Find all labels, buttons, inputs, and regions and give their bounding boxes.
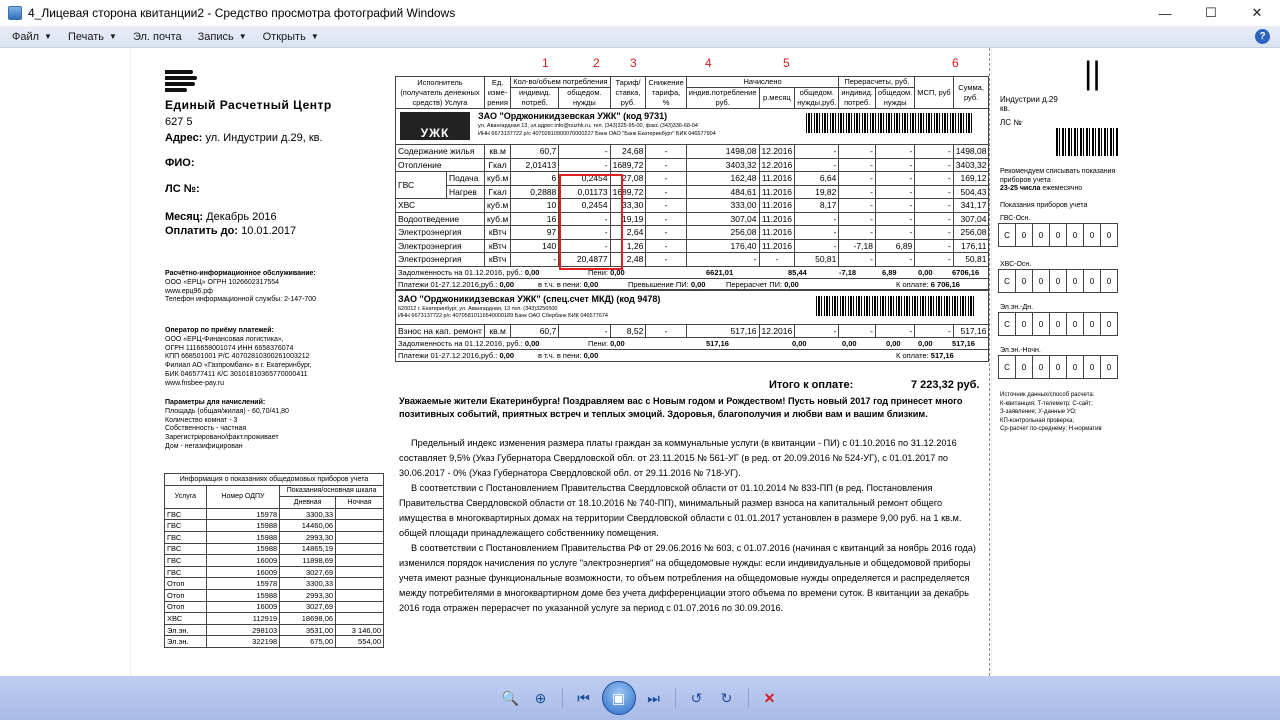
odpu-row: Отоп 15988 2993,30 <box>165 589 384 601</box>
org2-name: ЗАО "Орджоникидзевская УЖК" (спец.счет МКД) (код 9478) <box>398 294 661 304</box>
odpu-row: Отоп 16009 3027,69 <box>165 601 384 613</box>
zoom-icon[interactable]: 🔍 <box>501 689 520 706</box>
meter-gvs[interactable]: С 0 0 0 0 0 0 <box>998 223 1118 247</box>
fio-label: ФИО: <box>165 157 195 169</box>
menu-email[interactable]: Эл. почта <box>132 30 182 43</box>
next-button[interactable]: ⏭ <box>647 689 660 706</box>
close-button[interactable]: ✕ <box>1251 5 1263 20</box>
info-block: Расчётно-информационное обслуживание: ООО «ЕРЦ» ОГРН 1026602317554 www.epц96.рф Телефон информационной службы: 2-147-700 <box>165 270 317 304</box>
strip-address: Индустрии д.29 кв. <box>1000 95 1058 113</box>
capital-repair-row: Взнос на кап. ремонт кв.м 60,7 - 8,52 - 517,16 12.2016 - - - - 517,16 <box>396 324 989 338</box>
erc-logo <box>165 70 197 96</box>
charge-row: ХВС куб.м 10 0,2454 33,30 - 333,00 11.2016 8,17 - - - 341,17 <box>396 199 989 213</box>
meter-el-night[interactable]: С 0 0 0 0 0 0 <box>998 355 1118 379</box>
odpu-row: Эл.эн. 322198 675,00 554,00 <box>165 636 384 648</box>
barcode-1 <box>806 113 974 133</box>
greeting: Уважаемые жители Екатеринбурга! Поздравляем вас с Новым годом и Рождеством! Пусть новый 2017 год принесет много позитивных событий, приятных встреч и теплых эмоций. Здоровья, благополучия и любви вам и вашим близким. <box>399 396 963 419</box>
menu-file[interactable]: Файл ▼ <box>12 30 52 43</box>
month: Декабрь 2016 <box>206 211 277 223</box>
corner-mark: || <box>1084 55 1101 91</box>
operator-block: Оператор по приёму платежей: ООО «ЕРЦ-Финансовая логистика», ОГРН 1116658001074 ИНН 6658376074 КПП 668501001 Р/С 40702810300261003212 Филиал АО «Газпромбанк» в г. Екатеринбург, БИК 046577411 К/С 30101810365770000411 www.fnsbee-pay.ru <box>165 327 312 387</box>
col-num-5: 5 <box>783 56 790 70</box>
pay-until: 10.01.2017 <box>241 225 297 237</box>
chevron-down-icon: ▼ <box>310 32 319 41</box>
col-num-6: 6 <box>952 56 959 70</box>
total-label: Итого к оплате: <box>769 379 854 391</box>
delete-icon[interactable]: ✕ <box>763 689 776 706</box>
menu-burn[interactable]: Запись ▼ <box>197 30 247 43</box>
charge-row: ГВС Подача куб.м 6 0,2454 27,08 - 162,48 11.2016 6,64 - - - 169,12 <box>396 172 989 186</box>
charges-table: Исполнитель (получатель денежных средств) Услуга Ед. изме-рения Кол-во/объем потребления Тариф/ ставка, руб. Снижение тарифа, % Начислено Перерасчеты, руб. МСП, руб Сумма, руб. индивид. потреб. общедом. нужды индив.потребление руб. р.месяц общедом. нужды,руб. индивид. потреб. общедом. нужды УЖК ЗАО "Орджоникидзевская УЖК" (код 9731) ул. Авангардная 13, эл.адрес:info@ouzhk.ru, тел. (343)325-95-00, факс (343)336-68-04 ИНН 6673137722 р/с 40702810900070000227 Банк ОАО "Банк Екатеринбург" БИК 046577904 Содержание жилья кв.м 60,7 - 24,68 - 1498,08 12.2016 - - - - 1498,08 Отопление Гкал 2,01413 - 1689,72 - 3403,32 12.2016 - - - - 3403,32 ГВС Подача куб.м 6 0,2454 27,08 - 162,48 11.2016 6,64 - - - 169,12 Нагрев Гкал 0,2888 0,01173 1689,72 - 484,61 11.2016 19,82 - - - 504,43 ХВС куб.м 10 0,2454 33,30 - 333,00 11.2016 8,17 - - - 341,17 Водоотведение куб.м 16 - 19,19 - 307,04 11.2016 - - - - 307,04 Электроэнергия кВтч 97 - 2,64 - 256,08 11.2016 - - - - 256,08 Электроэнергия кВтч 140 - 1,26 - 176,40 11.2016 - -7,18 6,89 - 176,11 Электроэнергия кВтч - 20,4877 2,48 - - - 50,81 - - - 50,81 Задолженность на 01.12.2016, руб.: 0,00 Пени: 0,00 6621,01 85,44 -7,18 6,89 0,00 6706,16 Платежи 01-27.12.2016,руб.: 0,00 в т.ч. в пени: 0,00 Превышение ПИ: 0,00 Перерасчет ПИ: 0,00 К оплате: 6 706,16 ЗАО "Орджоникидзевская УЖК" (спец.счет МКД) (код 9478) 620012 г. Екатеринбург, ул. Авангардная, 13 тел. (343)3256500 ИНН 6673137722 р/с 40705810116540000189 Банк ОАО Сбербанк БИК 046577674 Взнос на кап. ремонт кв.м 60,7 - 8,52 - 517,16 12.2016 - - - - 517,16 Задолженность на 01.12.2016, руб.: 0,00 Пени: 0,00 517,16 0,00 0,00 0,00 0,00 517,16 Платежи 01-27.12.2016,руб.: 0,00 в т.ч. в пени: 0,00 К оплате: 517,16 <box>395 76 989 362</box>
col-num-2: 2 <box>593 56 600 70</box>
params-block: Параметры для начислений: Площадь (общая/жилая) - 60,70/41,80 Количество комнат - 3 Собственность - частная Зарегистрировано/факт.проживает Дом - негазифицирован <box>165 399 289 450</box>
ls-label: ЛС №: <box>165 183 200 195</box>
menu-print[interactable]: Печать ▼ <box>67 30 117 43</box>
odpu-row: ГВС 15988 14460,06 <box>165 520 384 532</box>
brand-name: Единый Расчетный Центр <box>165 98 332 112</box>
menu-bar <box>0 26 1280 48</box>
viewer-toolbar <box>0 676 1280 720</box>
charge-row: Нагрев Гкал 0,2888 0,01173 1689,72 - 484,61 11.2016 19,82 - - - 504,43 <box>396 185 989 199</box>
col-num-4: 4 <box>705 56 712 70</box>
paragraph-3: В соответствии с Постановлением Правительства РФ от 29.06.2016 № 603, с 01.07.2016 (начиная с квитанций за ноябрь 2016 года) изменился порядок начисления по услуге "электроэнергия" на общедомовые нужды: если индивидуальные и общедомовой приборы учета имеют разные функциональные возможности, то объем потребления на общедомовые нужды определяется и распределяется между потребителями в многоквартирном доме без учета дифференциации этого объема по времени суток. В квитанции за декабрь 2016 года отражен перерасчет по указанной услуге за период с 01.07.2016 по 30.09.2016. <box>399 543 976 613</box>
menu-open[interactable]: Открыть ▼ <box>262 30 319 43</box>
odpu-row: ГВС 16009 11898,69 <box>165 555 384 567</box>
rotate-right-icon[interactable]: ↻ <box>720 689 733 706</box>
strip-sources: Источник данных/способ расчета: К-квитанция; Т-телеметр; С-сайт; З-заявление; У-данные УО; КП-контрольная проверка; Ср-расчет по-среднему; Н-норматив <box>1000 392 1102 432</box>
strip-barcode <box>1056 128 1118 156</box>
charge-row: Отопление Гкал 2,01413 - 1689,72 - 3403,32 12.2016 - - - - 3403,32 <box>396 158 989 172</box>
previous-button[interactable]: ⏮ <box>577 689 590 706</box>
chevron-down-icon: ▼ <box>109 32 117 41</box>
receipt-image: Единый Расчетный Центр 627 5 Адрес: ул. Индустрии д.29, кв. ФИО: ЛС №: Месяц: Декабрь 2016 Оплатить до: 10.01.2017 Расчётно-информационное обслуживание: ООО «ЕРЦ» ОГРН 1026602317554 www.epц96.рф Телефон информационной службы: 2-147-700 Оператор по приёму платежей: ООО «ЕРЦ-Финансовая логистика», ОГРН 1116658001074 ИНН 6658376074 КПП 668501001 Р/С 40702810300261003212 Филиал АО «Газпромбанк» в г. Екатеринбург, БИК 046577411 К/С 30101810365770000411 www.fnsbee-pay.ru Параметры для начислений: Площадь (общая/жилая) - 60,70/41,80 Количество комнат - 3 Собственность - частная Зарегистрировано/факт.проживает Дом - негазифицирован 1 2 3 4 5 6 Исполнитель (получатель денежных средств) Услуга Ед. изме-рения Кол-во/объем потребления Тариф/ ставка, руб. Снижение тарифа, % Начислено Перерасчеты, руб. МСП, руб Сумма, руб. индивид. потреб. общедом. нужды индив.потребление руб. р.месяц общедом. нужды,руб. индивид. потреб. общедом. нужды УЖК ЗАО "Орджоникидзевская УЖК" (код 9731) ул. Авангардная 13, эл.адрес:info@ouzhk.ru, тел. (343)325-95-00, факс (343)336-68-04 ИНН 6673137722 р/с 40702810900070000227 Банк ОАО "Банк Екатеринбург" БИК 046577904 Содержание жилья кв.м 60,7 - 24,68 - 1498,08 12.2016 - - - - 1498,08 Отопление Гкал 2,01413 - 1689,72 - 3403,32 12.2016 - - - - 3403,32 ГВС Подача куб.м 6 0,2454 27,08 - 162,48 11.2016 6,64 - - - 169,12 Нагрев Гкал 0,2888 0,01173 1689,72 - 484,61 11.2016 19,82 - - - 504,43 ХВС куб.м 10 0,2454 33,30 - 333,00 11.2016 8,17 - - - 341,17 Водоотведение куб.м 16 - 19,19 - 307,04 11.2016 - - - - 307,04 Электроэнергия кВтч 97 - 2,64 - 256,08 11.2016 - - - - 256,08 Электроэнергия кВтч 140 - 1,26 - 176,40 11.2016 - -7,18 6,89 - 176,11 Электроэнергия кВтч - 20,4877 2,48 - - - 50,81 - - - 50,81 Задолженность на 01.12.2016, руб.: 0,00 Пени: 0,00 6621,01 85,44 -7,18 6,89 0,00 6706,16 Платежи 01-27.12.2016,руб.: 0,00 в т.ч. в пени: 0,00 Превышение ПИ: 0,00 Перерасчет ПИ: 0,00 К оплате: 6 706,16 ЗАО "Орджоникидзевская УЖК" (спец.счет МКД) (код 9478) 620012 г. Екатеринбург, ул. Авангардная, 13 тел. (343)3256500 ИНН 6673137722 р/с 40705810116540000189 Банк ОАО Сбербанк БИК 046577674 Взнос на кап. ремонт кв.м 60,7 - 8,52 - 517,16 12.2016 - - - - 517,16 Задолженность на 01.12.2016, руб.: 0,00 Пени: 0,00 517,16 0,00 0,00 0,00 0,00 517,16 Платежи 01-27.12.2016,руб.: 0,00 в т.ч. в пени: 0,00 К оплате: 517,16 Итого к оплате: 7 223,32 руб. Уважаемые жители Екатеринбурга! Поздравляем вас с Новым годом и Рождеством! Пусть новый 2017 год принесет много позитивных событий, приятных встреч и теплых эмоций. Здоровья, благополучия и любви вам и вашим близким. Предельный индекс изменения размера платы граждан за коммунальные услуги (в квитанции - ПИ) с 01.10.2016 по 31.12.2016 составляет 9,5% (Указ Губернатора Свердловской обл. от 23.11.2015 № 561-УГ (в ред. от 20.09.2016 № 524-УГ), с 01.01.2017 по 30.06.2017 - 0% (Указ Губернатора Свердловской обл. от 29.11.2016 № 718-УГ). В соответствии с Постановлением Правительства Свердловской области от 01.10.2014 № 833-ПП (в ред. Постановления Правительства Свердловской области от 18.10.2016 № 740-ПП), минимальный размер взноса на капитальный ремонт общего имущества в многоквартирных домах на территории Свердловской области с 01.01.2017 установлен в размере 9,00 руб. на 1 кв.м. общей площади принадлежащего собственнику помещения. В соответствии с Постановлением Правительства РФ от 29.06.2016 № 603, с 01.07.2016 (начиная с квитанций за ноябрь 2016 года) изменился порядок начисления по услуге "электроэнергия" на общедомовые нужды: если индивидуальные и общедомовой приборы учета имеют разные функциональные возможности, то объем потребления на общедомовые нужды определяется и распределяется между потребителями в многоквартирном доме без учета дифференциации этого объема по времени суток. В квитанции за декабрь 2016 года отражен перерасчет по указанной услуге за период с 01.07.2016 по 30.09.2016. Информация о показаниях общедомовых приборов учета Услуга Номер ОДПУ Показания/основная шкала Дневная Ночная ГВС 15978 3300,33 ГВС 15988 14460,06 ГВС 15988 2993,30 ГВС 15988 14865,19 ГВС 16009 11898,69 ГВС 16009 3027,69 Отоп 15978 3300,33 Отоп 15988 2993,30 Отоп 16009 3027,69 ХВС 112919 18698,06 Эл.эн. 298103 3531,00 3 146,00 Эл.эн. 322198 675,00 554,00 || Индустрии д.29 кв. ЛС № Рекомендуем списывать показания приборов учета 23-25 числа ежемесячно Показания приборов учета ГВС-Осн. С 0 0 0 0 0 0 ХВС-Осн. С 0 0 0 0 0 0 Эл.эн.-Дн. С 0 0 0 0 0 0 Эл.эн.-Ночн. С 0 0 0 0 0 0 Источник данных/способ расчета: К-квитанция; Т-телеметр; С-сайт; З-заявление; У-данные УО; КП-контрольная проверка; Ср-расчет по-среднему; Н-норматив <box>130 48 992 676</box>
app-icon <box>8 6 22 20</box>
chevron-down-icon: ▼ <box>44 32 52 41</box>
charge-row: Содержание жилья кв.м 60,7 - 24,68 - 1498,08 12.2016 - - - - 1498,08 <box>396 145 989 159</box>
window-title: 4_Лицевая сторона квитанции2 - Средство просмотра фотографий Windows <box>28 6 456 20</box>
account-code: 627 5 <box>165 116 193 128</box>
maximize-button[interactable]: ☐ <box>1205 5 1217 20</box>
odpu-row: ГВС 15988 2993,30 <box>165 531 384 543</box>
slideshow-button[interactable]: ▣ <box>602 681 636 715</box>
meter-hvs[interactable]: С 0 0 0 0 0 0 <box>998 269 1118 293</box>
paragraph-2: В соответствии с Постановлением Правительства Свердловской области от 01.10.2014 № 833-ПП (в ред. Постановления Правительства Свердловской области от 18.10.2016 № 740-ПП), минимальный размер взноса на капитальный ремонт общего имущества в многоквартирных домах на территории Свердловской области с 01.01.2017 установлен в размере 9,00 руб. на 1 кв.м. общей площади принадлежащего собственнику помещения. <box>399 483 962 538</box>
col-num-3: 3 <box>630 56 637 70</box>
chevron-down-icon: ▼ <box>238 32 247 41</box>
org1-name: ЗАО "Орджоникидзевская УЖК" (код 9731) <box>478 111 668 121</box>
col-num-1: 1 <box>542 56 549 70</box>
help-icon[interactable]: ? <box>1255 29 1270 44</box>
minimize-button[interactable]: — <box>1158 5 1172 21</box>
odpu-row: ГВС 15978 3300,33 <box>165 508 384 520</box>
barcode-2 <box>816 296 974 316</box>
charge-row: Водоотведение куб.м 16 - 19,19 - 307,04 11.2016 - - - - 307,04 <box>396 212 989 226</box>
meter-el-day[interactable]: С 0 0 0 0 0 0 <box>998 312 1118 336</box>
rotate-left-icon[interactable]: ↺ <box>690 689 703 706</box>
paragraph-1: Предельный индекс изменения размера платы граждан за коммунальные услуги (в квитанции - ПИ) с 01.10.2016 по 31.12.2016 составляет 9,5% (Указ Губернатора Свердловской обл. от 23.11.2015 № 561-УГ (в ред. от 20.09.2016 № 524-УГ), с 01.01.2017 по 30.06.2017 - 0% (Указ Губернатора Свердловской обл. от 29.11.2016 № 718-УГ). <box>399 438 957 478</box>
tear-off-strip: || Индустрии д.29 кв. ЛС № Рекомендуем списывать показания приборов учета 23-25 числа ежемесячно Показания приборов учета ГВС-Осн. С 0 0 0 0 0 0 ХВС-Осн. С 0 0 0 0 0 0 Эл.эн.-Дн. С 0 0 0 0 0 0 Эл.эн.-Ночн. С 0 0 0 0 0 0 Источник данных/способ расчета: К-квитанция; Т-телеметр; С-сайт; З-заявление; У-данные УО; КП-контрольная проверка; Ср-расчет по-среднему; Н-норматив <box>989 48 1123 676</box>
odpu-row: Отоп 15978 3300,33 <box>165 578 384 590</box>
charge-row: Электроэнергия кВтч - 20,4877 2,48 - - - 50,81 - - - 50,81 <box>396 253 989 267</box>
photo-viewport[interactable] <box>0 48 1280 676</box>
highlight-box <box>559 174 623 270</box>
address: ул. Индустрии д.29, кв. <box>205 132 323 144</box>
actual-size-icon[interactable]: ⊕ <box>534 689 547 706</box>
odpu-table: Информация о показаниях общедомовых приборов учета Услуга Номер ОДПУ Показания/основная шкала Дневная Ночная ГВС 15978 3300,33 ГВС 15988 14460,06 ГВС 15988 2993,30 ГВС 15988 14865,19 ГВС 16009 11898,69 ГВС 16009 3027,69 Отоп 15978 3300,33 Отоп 15988 2993,30 Отоп 16009 3027,69 ХВС 112919 18698,06 Эл.эн. 298103 3531,00 3 146,00 Эл.эн. 322198 675,00 554,00 <box>164 473 384 648</box>
title-bar <box>0 0 1280 26</box>
charge-row: Электроэнергия кВтч 97 - 2,64 - 256,08 11.2016 - - - - 256,08 <box>396 226 989 240</box>
total-value: 7 223,32 руб. <box>911 379 980 391</box>
odpu-row: ХВС 112919 18698,06 <box>165 613 384 625</box>
odpu-row: ГВС 16009 3027,69 <box>165 566 384 578</box>
odpu-row: Эл.эн. 298103 3531,00 3 146,00 <box>165 624 384 636</box>
charge-row: Электроэнергия кВтч 140 - 1,26 - 176,40 11.2016 - -7,18 6,89 - 176,11 <box>396 239 989 253</box>
odpu-row: ГВС 15988 14865,19 <box>165 543 384 555</box>
